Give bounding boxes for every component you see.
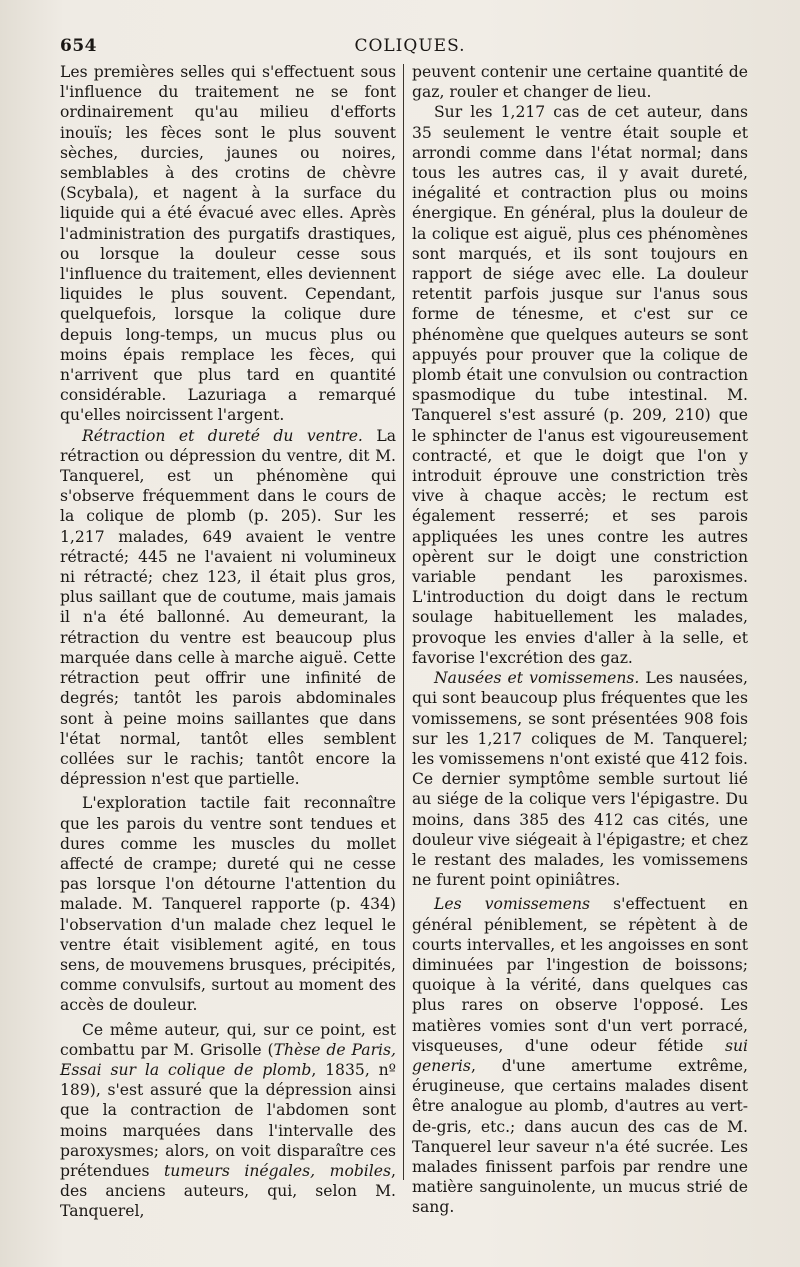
paragraph-retraction: [60, 426, 396, 790]
paragraph-exploration: L'exploration tactile fait reconnaître que les parois du ventre sont tendues et dures comme les muscles du mollet affecté de crampe; dureté qui ne cesse pas lorsque l'on détourne l'attention du malade. M. Tanquerel rapporte (p. 434) l'observation d'un malade chez lequel le ventre était visiblement agité, en tous sens, de mouvemens brusques, précipités, comme convulsifs, surtout au moment des accès de douleur.: [60, 794, 396, 1015]
paragraph-retraction-text: La rétraction ou dépression du ventre, dit M. Tanquerel, est un phénomène qui s'observe fréquemment dans le cours de la colique de plomb (p. 205). Sur les 1,217 malades, 649 avaient le ventre rétracté; 445 ne l'avaient ni volumineux ni rétracté; chez 123, il était plus gros, plus saillant que de coutume, mais jamais il n'a été ballonné. Au demeurant, la rétraction du ventre est beaucoup plus marquée dans celle à marche aiguë. Cette rétraction peut offrir une infinité de degrés; tantôt les parois abdominales sont à peine moins saillantes que dans l'état normal, tantôt elles semblent collées sur le rachis; tantôt encore la dépression n'est que partielle.: [60, 426, 397, 789]
right-column: [412, 62, 748, 1218]
section-heading-nausea: Nausées et vomissemens.: [434, 669, 640, 688]
paragraph-grisolle-b: , 1835, nº 189), s'est assuré que la dépression ainsi que la contraction de l'abdomen sont moins marquées dans l'intervalle des paroxysmes; alors, on voit disparaître ces prétendues: [60, 1060, 396, 1180]
paragraph-nausea: [412, 668, 748, 890]
paragraph-cases: Sur les 1,217 cas de cet auteur, dans 35 seulement le ventre était souple et arrondi comme dans l'état normal; dans tous les autres cas, il y avait dureté, inégalité et contraction plus ou moins énergique. En général, plus la douleur de la colique est aiguë, plus ces phénomènes sont marqués, et ils sont toujours en rapport de siége avec elle. La douleur retentit parfois jusque sur l'anus sous forme de ténesme, et c'est sur ce phénomène que quelques auteurs se sont appuyés pour prouver que la colique de plomb était une convulsion ou contraction spasmodique du tube intestinal. M. Tanquerel s'est assuré (p. 209, 210) que le sphincter de l'anus est vigoureusement contracté, et que le doigt que l'on y introduit éprouve une constriction très vive à chaque accès; le rectum est également resserré; et ses parois appliquées les unes contre les autres opèrent sur le doigt une constriction variable pendant les paroxismes. L'introduction du doigt dans le rectum soulage habituellement les malades, provoque les envies d'aller à la selle, et favorise l'excrétion des gaz.: [412, 103, 748, 667]
paragraph-gas: peuvent contenir une certaine quantité de gaz, rouler et changer de lieu.: [412, 63, 748, 102]
paragraph-grisolle-a: Ce même auteur, qui, sur ce point, est combattu par M. Grisolle (: [60, 1020, 396, 1059]
paragraph-stools: Les premières selles qui s'effectuent sous l'influence du traitement ne se font ordinairement qu'au milieu d'efforts inouïs; les fèces sont le plus souvent sèches, durcies, jaunes ou noires, semblables à des crotins de chèvre (Scybala), et nagent à la surface du liquide qui a été évacué avec elles. Après l'administration des purgatifs drastiques, ou lorsque la douleur cesse sous l'influence du traitement, elles deviennent liquides le plus souvent. Cependant, quelquefois, lorsque la colique dure depuis long-temps, un mucus plus ou moins épais remplace les fèces, qui n'arrivent que plus tard en quantité considérable. Lazuriaga a remarqué qu'elles noircissent l'argent.: [60, 63, 396, 425]
paragraph-nausea-text: Les nausées, qui sont beaucoup plus fréquentes que les vomissemens, se sont présentées 908 fois sur les 1,217 coliques de M. Tanquerel; les vomissemens n'ont existé que 412 fois. Ce dernier symptôme semble surtout lié au siége de la colique vers l'épigastre. Du moins, dans 385 des 412 cas cités, une douleur vive siégeait à l'épigastre; et chez le restant des malades, les vomissemens ne furent point opiniâtres.: [412, 669, 748, 890]
paragraph-grisolle: [60, 1020, 396, 1222]
italic-term: tumeurs inégales, mobiles: [164, 1161, 392, 1180]
page-number: 654: [60, 36, 97, 56]
latin-term: sui generis: [412, 1036, 748, 1075]
paragraph-vomiting: [412, 894, 748, 1217]
reference-title: Thèse de Paris, Essai sur la colique de plomb: [60, 1040, 396, 1079]
left-column: [60, 62, 396, 1222]
section-heading-retraction: Rétraction et dureté du ventre.: [82, 426, 363, 445]
page-header: [60, 36, 760, 64]
paragraph-grisolle-c: , des anciens auteurs, qui, selon M. Tanquerel,: [60, 1161, 396, 1221]
paragraph-vomiting-b: , d'une amertume extrême, érugineuse, que certains malades disent être analogue au plomb, d'autres au vert-de-gris, etc.; dans aucun des cas de M. Tanquerel leur saveur n'a été sucrée. Les malades finissent parfois par rendre une matière sanguinolente, un mucus strié de sang.: [412, 1056, 748, 1217]
column-divider: [403, 64, 404, 1180]
italic-lead: Les vomissemens: [434, 895, 591, 914]
running-title: COLIQUES.: [354, 36, 466, 56]
paragraph-vomiting-a: s'effectuent en général péniblement, se répètent à de courts intervalles, et les angoisses en sont diminuées par l'ingestion de boissons; quoique à la vérité, dans quelques cas plus rares on observe l'opposé. Les matières vomies sont d'un vert porracé, visqueuses, d'une odeur fétide: [412, 895, 749, 1055]
